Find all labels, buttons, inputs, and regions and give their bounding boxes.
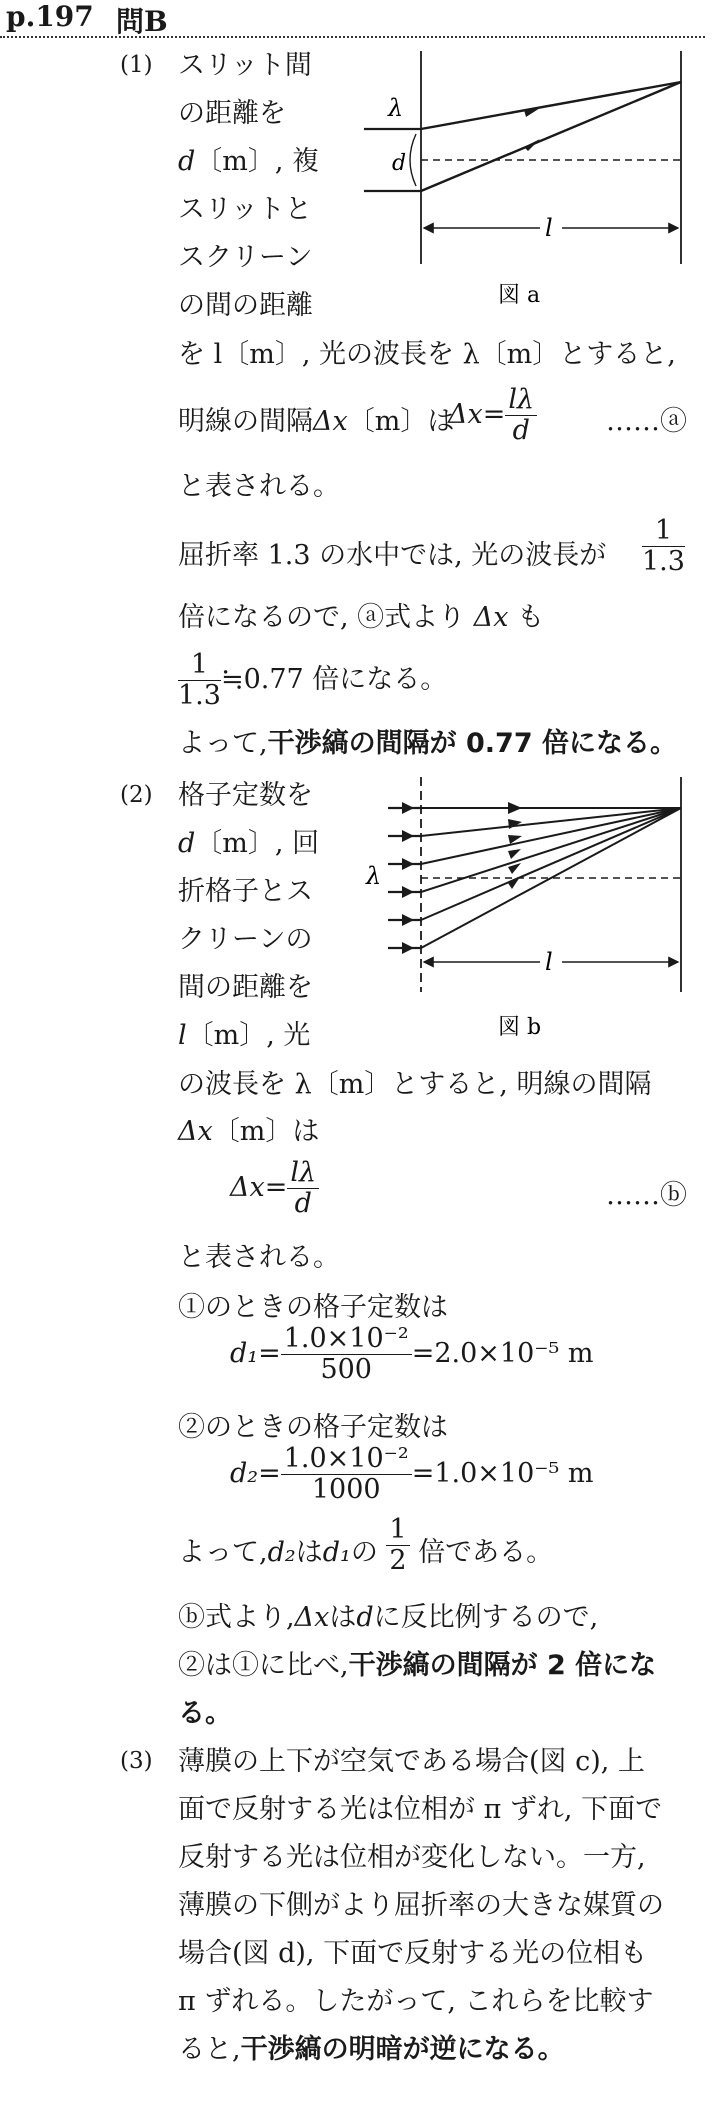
q2-number: (2)	[120, 782, 153, 808]
q3-text-frag: ると,	[178, 2034, 241, 2065]
figure-a-caption: 図 a	[498, 283, 541, 308]
incident-rays	[388, 808, 421, 948]
ray-upper	[421, 82, 681, 129]
q3-text-line: 反射する光は位相が変化しない。一方,	[178, 1842, 646, 1873]
figure-a	[358, 46, 698, 316]
q1-text-line: 屈折率 1.3 の水中では, 光の波長が	[178, 540, 607, 571]
q2-answer: 干渉縞の間隔が 2 倍にな	[348, 1650, 657, 1681]
d2-lhs: d₂=	[230, 1458, 281, 1489]
figure-b-caption: 図 b	[498, 1015, 542, 1040]
q2-conclusion	[178, 1644, 656, 1688]
numerator: 1	[386, 1515, 409, 1546]
figure-b	[358, 772, 698, 1042]
q3-text-line: 面で反射する光は位相が π ずれ, 下面で	[178, 1794, 663, 1825]
q2-answer: る。	[178, 1698, 232, 1729]
q1-text-frag: よって,	[178, 728, 268, 759]
q2-text-frag: に反比例するので,	[373, 1602, 599, 1633]
q3-text-line: 薄膜の上下が空気である場合(図 c), 上	[178, 1746, 645, 1777]
formula-tag-a: ……ⓐ	[606, 406, 687, 437]
var-d: d	[356, 1602, 374, 1633]
q2-text-line	[178, 1596, 598, 1640]
header-divider	[0, 36, 705, 38]
q1-text-line: を l〔m〕, 光の波長を λ〔m〕とすると,	[178, 339, 676, 370]
q3-text-line: 薄膜の下側がより屈折率の大きな媒質の	[178, 1890, 664, 1921]
incident-arrowheads	[402, 802, 414, 954]
formula-numerator: lλ	[287, 1158, 319, 1189]
q2-text-line: と表される。	[178, 1242, 340, 1273]
q2-text-frag: の	[350, 1537, 378, 1568]
page-number: p.197	[6, 0, 94, 33]
fraction	[642, 516, 685, 577]
d2-result: =1.0×10⁻⁵ m	[411, 1458, 594, 1489]
q2-text-frag: 〔m〕, 光	[186, 1020, 311, 1051]
q1-text-line: スリット間	[178, 50, 312, 81]
q2-text-frag: は	[329, 1602, 357, 1633]
q2-text-line	[178, 822, 319, 866]
denominator: 1.3	[178, 680, 221, 711]
q2-text-line: 間の距離を	[178, 972, 313, 1003]
q1-text-frag: も	[517, 602, 545, 633]
q3-answer: 干渉縞の明暗が逆になる。	[240, 2034, 565, 2065]
q1-text-line	[178, 650, 447, 711]
var-l: l	[178, 1020, 187, 1051]
var-dx: Δx	[178, 1116, 213, 1147]
q1-text-line	[178, 140, 319, 184]
q1-text-line: スリットと	[178, 194, 312, 225]
formula-lhs: Δx=	[230, 1172, 288, 1203]
d-brace	[410, 134, 416, 186]
arrowhead	[524, 139, 540, 151]
formula-numerator: lλ	[505, 385, 537, 416]
q2-text-frag: ②は①に比べ,	[178, 1650, 349, 1681]
q1-text-frag: 〔m〕は	[347, 406, 455, 437]
q2-text-line: 折格子とス	[178, 876, 313, 907]
var-dx: Δx	[294, 1602, 330, 1633]
lambda-label: λ	[366, 862, 382, 890]
question-title: 問B	[116, 5, 168, 38]
lambda-label: λ	[388, 94, 404, 122]
var-d: d	[178, 146, 196, 177]
d2-denominator: 1000	[311, 1474, 381, 1505]
formula-d2	[230, 1444, 594, 1505]
q3-text-line: 場合(図 d), 下面で反射する光の位相も	[178, 1938, 648, 1969]
q3-number: (3)	[120, 1748, 153, 1774]
q1-text-line	[178, 596, 544, 640]
d1-result: =2.0×10⁻⁵ m	[411, 1338, 594, 1369]
q1-number: (1)	[120, 52, 153, 78]
formula-denominator: d	[512, 415, 530, 446]
formula-a	[448, 385, 537, 446]
q2-text-line: の波長を λ〔m〕とすると, 明線の間隔	[178, 1069, 652, 1100]
formula-lhs: Δx=	[448, 399, 506, 430]
var-d2: d₂	[267, 1537, 296, 1568]
d1-lhs: d₁=	[230, 1338, 281, 1369]
q1-text-frag: 〔m〕, 複	[195, 146, 320, 177]
denominator: 1.3	[642, 546, 685, 577]
q2-text-frag: ⓑ式より,	[178, 1602, 295, 1633]
d1-numerator: 1.0×10⁻²	[281, 1324, 412, 1355]
l-label: l	[545, 948, 553, 976]
q2-text-line	[178, 1110, 319, 1154]
formula-b	[230, 1158, 319, 1219]
formula-denominator: d	[294, 1188, 312, 1219]
denominator: 2	[389, 1545, 407, 1576]
q2-text-frag: は	[295, 1537, 323, 1568]
q2-text-frag: 倍である。	[418, 1537, 554, 1568]
var-dx: Δx	[313, 406, 348, 437]
var-dx: Δx	[473, 602, 509, 633]
q2-text-frag: よって,	[178, 1537, 268, 1568]
q1-text-line	[178, 400, 454, 444]
q1-text-line: の間の距離	[178, 290, 313, 321]
q3-text-line: π ずれる。したがって, これらを比較す	[178, 1986, 654, 2017]
q1-text-frag: 明線の間隔	[178, 406, 313, 437]
numerator: 1	[642, 516, 685, 547]
q1-text-line: と表される。	[178, 471, 340, 502]
q2-text-frag: 〔m〕, 回	[195, 828, 320, 859]
var-d1: d₁	[322, 1537, 351, 1568]
d1-denominator: 500	[320, 1354, 372, 1385]
q1-answer: 干渉縞の間隔が 0.77 倍になる。	[267, 728, 678, 759]
q2-text-line: 格子定数を	[178, 780, 313, 811]
d-label: d	[392, 151, 407, 176]
q1-text-line: の距離を	[178, 98, 286, 129]
q2-text-line: ②のときの格子定数は	[178, 1412, 448, 1443]
q1-text-line: スクリーン	[178, 242, 313, 273]
formula-tag-b: ……ⓑ	[606, 1180, 687, 1211]
var-d: d	[178, 828, 196, 859]
l-label: l	[545, 214, 553, 242]
d2-numerator: 1.0×10⁻²	[281, 1444, 412, 1475]
numerator: 1	[178, 650, 221, 681]
q1-text-frag: 倍になるので, ⓐ式より	[178, 602, 466, 633]
q1-conclusion	[178, 722, 677, 766]
q3-conclusion	[178, 2028, 565, 2072]
formula-d1	[230, 1324, 594, 1385]
q2-text-line: ①のときの格子定数は	[178, 1292, 448, 1323]
q2-text-line	[178, 1014, 310, 1058]
q2-conclusion-end	[178, 1692, 232, 1736]
q2-text-line: クリーンの	[178, 924, 313, 955]
q2-text-line	[178, 1514, 554, 1576]
q1-text-frag: ≒0.77 倍になる。	[220, 664, 448, 695]
q2-text-frag: 〔m〕は	[212, 1116, 320, 1147]
ray-lower	[421, 82, 681, 191]
